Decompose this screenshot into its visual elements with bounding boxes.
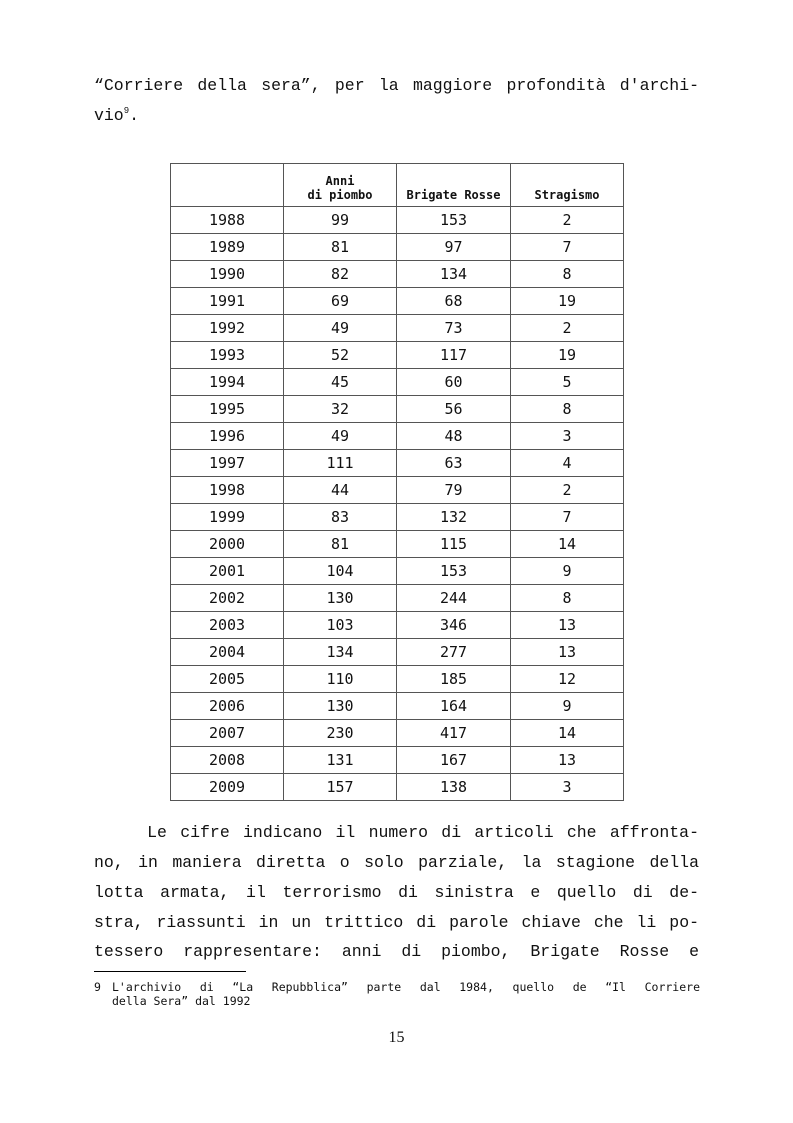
table-cell-value: 185 [397,666,511,693]
table-row [171,477,624,504]
table-cell-value: 111 [284,450,397,477]
table-cell-value: 134 [284,639,397,666]
table-row [171,720,624,747]
table-cell-value: 13 [511,639,624,666]
table-cell-value: 115 [397,531,511,558]
table-cell-value: 2 [511,207,624,234]
footnote-reference: 9 [123,106,130,116]
table-cell-value: 4 [511,450,624,477]
table-cell-value: 7 [511,504,624,531]
table-cell-year: 2008 [171,747,284,774]
table-cell-value: 7 [511,234,624,261]
table-cell-value: 130 [284,693,397,720]
table-cell-value: 110 [284,666,397,693]
table-cell-year: 2000 [171,531,284,558]
table-cell-value: 130 [284,585,397,612]
table-cell-value: 32 [284,396,397,423]
table-cell-value: 81 [284,234,397,261]
table-cell-year: 2001 [171,558,284,585]
table-cell-value: 83 [284,504,397,531]
table-cell-value: 2 [511,477,624,504]
table-row [171,531,624,558]
table-cell-value: 132 [397,504,511,531]
table-cell-value: 2 [511,315,624,342]
table-header-row [171,164,624,207]
table-cell-year: 2002 [171,585,284,612]
table-cell-value: 346 [397,612,511,639]
table-cell-value: 153 [397,558,511,585]
footnote-separator [94,971,246,972]
table-cell-year: 1988 [171,207,284,234]
table-row [171,342,624,369]
table-row [171,261,624,288]
footnote-line-1: L'archivio di “La Repubblica” parte dal 1984, quello de “Il Corriere [112,980,700,994]
footnote-number: 9 [94,980,101,994]
paragraph-line-5: tessero rappresentare: anni di piombo, Brigate Rosse e [94,942,699,961]
footnote-line-2: della Sera” dal 1992 [112,994,251,1008]
intro-line-2-end: . [129,106,140,125]
table-cell-year: 1996 [171,423,284,450]
table-cell-value: 3 [511,423,624,450]
header-stragismo: Stragismo [511,164,624,207]
paragraph-line-1: Le cifre indicano il numero di articoli che affronta- [94,823,699,842]
table-cell-year: 2003 [171,612,284,639]
table-cell-value: 244 [397,585,511,612]
table-cell-value: 45 [284,369,397,396]
table-cell-value: 117 [397,342,511,369]
table-cell-value: 52 [284,342,397,369]
table-row [171,747,624,774]
intro-line-2 [94,106,699,125]
table-cell-value: 60 [397,369,511,396]
table-cell-value: 69 [284,288,397,315]
table-cell-value: 63 [397,450,511,477]
table-cell-value: 73 [397,315,511,342]
table-cell-value: 103 [284,612,397,639]
table-cell-value: 230 [284,720,397,747]
table-cell-value: 417 [397,720,511,747]
table-cell-value: 138 [397,774,511,801]
table-cell-year: 1991 [171,288,284,315]
table-row [171,423,624,450]
header-anni-di-piombo: Anni di piombo [284,164,397,207]
table-row [171,504,624,531]
table-cell-value: 3 [511,774,624,801]
table-cell-year: 1989 [171,234,284,261]
table-cell-year: 2004 [171,639,284,666]
table-cell-value: 153 [397,207,511,234]
table-row [171,693,624,720]
table-cell-value: 167 [397,747,511,774]
table-cell-value: 49 [284,315,397,342]
table-cell-value: 56 [397,396,511,423]
table-row [171,774,624,801]
paragraph-line-2: no, in maniera diretta o solo parziale, la stagione della [94,853,699,872]
table-row [171,207,624,234]
table-cell-value: 13 [511,747,624,774]
table-cell-value: 9 [511,558,624,585]
table-cell-value: 134 [397,261,511,288]
table-cell-value: 99 [284,207,397,234]
table-cell-value: 14 [511,720,624,747]
table-cell-value: 9 [511,693,624,720]
table-cell-year: 2006 [171,693,284,720]
table-cell-value: 44 [284,477,397,504]
table-cell-value: 8 [511,261,624,288]
table-cell-year: 2005 [171,666,284,693]
table-row [171,666,624,693]
table-row [171,612,624,639]
table-cell-value: 81 [284,531,397,558]
table-cell-value: 8 [511,396,624,423]
table-cell-year: 1999 [171,504,284,531]
table-cell-value: 13 [511,612,624,639]
table-cell-value: 19 [511,342,624,369]
table-cell-value: 8 [511,585,624,612]
articles-table [170,163,624,801]
table-cell-year: 1990 [171,261,284,288]
table-row [171,396,624,423]
table-row [171,450,624,477]
table-cell-value: 12 [511,666,624,693]
table-cell-value: 14 [511,531,624,558]
intro-line-1: “Corriere della sera”, per la maggiore profondità d'archi- [94,76,699,95]
table-row [171,369,624,396]
header-empty [171,164,284,207]
table-cell-value: 131 [284,747,397,774]
header-brigate-rosse: Brigate Rosse [397,164,511,207]
table-cell-value: 157 [284,774,397,801]
table-cell-value: 68 [397,288,511,315]
table-cell-value: 104 [284,558,397,585]
paragraph-line-3: lotta armata, il terrorismo di sinistra e quello di de- [94,883,699,902]
table-row [171,288,624,315]
table-cell-year: 2009 [171,774,284,801]
table-row [171,639,624,666]
table-cell-year: 1994 [171,369,284,396]
table-cell-value: 5 [511,369,624,396]
page-number: 15 [388,1029,405,1046]
table-row [171,234,624,261]
table-cell-year: 2007 [171,720,284,747]
table-cell-value: 82 [284,261,397,288]
table-cell-value: 277 [397,639,511,666]
table-cell-value: 19 [511,288,624,315]
table-row [171,315,624,342]
table-cell-value: 48 [397,423,511,450]
table-cell-year: 1998 [171,477,284,504]
table-cell-value: 49 [284,423,397,450]
table-cell-year: 1995 [171,396,284,423]
table-cell-year: 1992 [171,315,284,342]
table-row [171,585,624,612]
intro-line-2-text: vio [94,106,124,125]
table-cell-value: 97 [397,234,511,261]
footnote-text [112,980,700,1008]
table-cell-year: 1993 [171,342,284,369]
table-cell-value: 79 [397,477,511,504]
table-cell-year: 1997 [171,450,284,477]
table-cell-value: 164 [397,693,511,720]
paragraph-line-4: stra, riassunti in un trittico di parole chiave che li po- [94,913,699,932]
table-row [171,558,624,585]
